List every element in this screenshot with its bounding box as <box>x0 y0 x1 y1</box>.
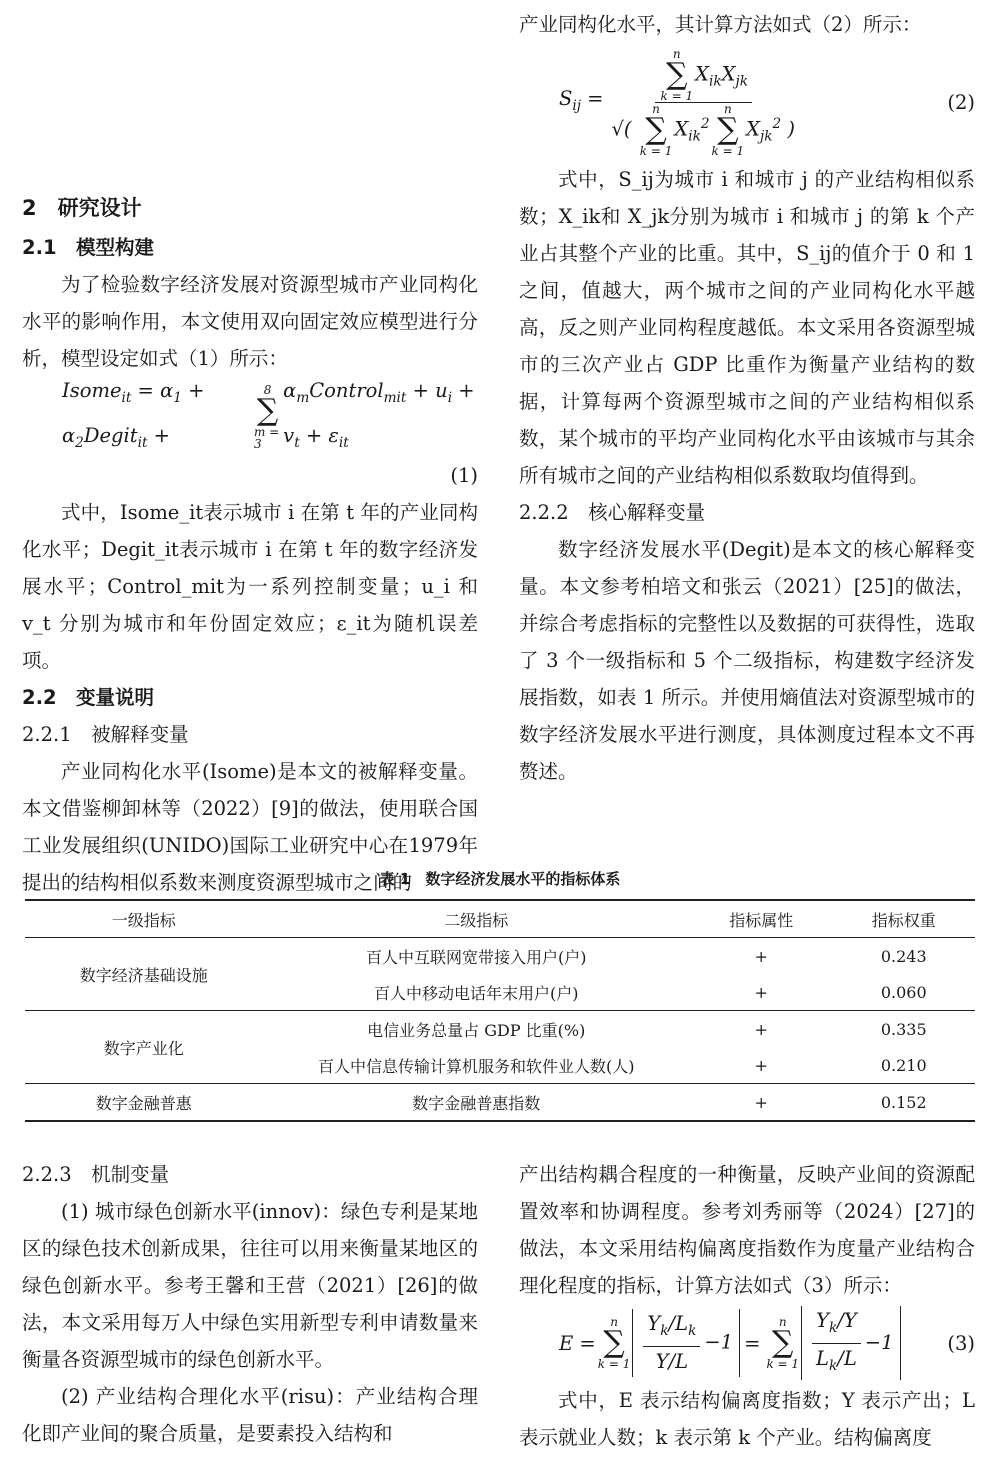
indicator-item: 百人中移动电话年末用户(户) <box>374 983 579 1003</box>
indicator-table <box>25 899 975 1122</box>
table-row <box>25 1011 975 1048</box>
section-heading: 2 研究设计 <box>22 196 142 220</box>
indicator-item: 数字金融普惠指数 <box>412 1093 541 1113</box>
indicator-attr: + <box>754 1019 768 1039</box>
group-name: 数字经济基础设施 <box>79 965 208 985</box>
indicator-weight: 0.060 <box>880 982 927 1002</box>
equation-1: Isome$_{it}$ = $\alpha_1$ + $\alpha_2Degit_{it}$ + 8 ∑ m = 3 $\alpha_mControl_{mit} + u_i + v_t + \varepsilon_{it}$ <box>62 379 475 451</box>
header-attribute: 指标属性 <box>729 910 794 930</box>
table-title: 表 1 数字经济发展水平的指标体系 <box>379 870 621 888</box>
indicator-weight: 0.152 <box>880 1092 927 1112</box>
equation-3-number: (3) <box>947 1331 975 1355</box>
right-column-top <box>519 6 975 790</box>
paragraph-risu: (2) 产业结构合理化水平(risu)：产业结构合理化即产业间的聚合质量，是要素投入结构和 <box>22 1385 478 1445</box>
table-1 <box>25 868 975 1122</box>
paragraph-2-1-explain: 式中，Isome_it表示城市 i 在第 t 年的产业同构化水平；Degit_it表示城市 i 在第 t 年的数字经济发展水平；Control_mit为一系列控制变量；u_i 和 v_t 分别为城市和年份固定效应；ε_it为随机误差项。 <box>22 501 478 672</box>
paragraph-2-2-1: 产业同构化水平(Isome)是本文的被解释变量。本文借鉴柳卸林等（2022）[9]的做法，使用联合国工业发展组织(UNIDO)国际工业研究中心在1979年提出的结构相似系数来测度资源型城市之间的 <box>22 760 478 894</box>
subsection-heading-2-2-1: 2.2.1 被解释变量 <box>22 723 189 746</box>
subsection-heading-2-1: 2.1 模型构建 <box>22 236 155 259</box>
indicator-item: 百人中信息传输计算机服务和软件业人数(人) <box>318 1056 635 1076</box>
paragraph-right-continuation: 产业同构化水平，其计算方法如式（2）所示： <box>519 13 922 36</box>
paragraph-2-2-2: 数字经济发展水平(Degit)是本文的核心解释变量。本文参考柏培文和张云（2021）[25]的做法，并综合考虑指标的完整性以及数据的可获得性，选取了 3 个一级指标和 5 个二级指标，构建数字经济发展指数，如表 1 所示。并使用熵值法对资源型城市的数字经济发展水平进行测度，具体测度过程本文不再赘述。 <box>519 538 975 783</box>
indicator-item: 百人中互联网宽带接入用户(户) <box>366 947 587 967</box>
header-level1: 一级指标 <box>111 910 176 930</box>
paragraph-innov: (1) 城市绿色创新水平(innov)：绿色专利是某地区的绿色技术创新成果，往往可以用来衡量某地区的绿色创新水平。参考王馨和王营（2021）[26]的做法，本文采用每万人中绿色实用新型专利申请数量来衡量各资源型城市的绿色创新水平。 <box>22 1200 478 1371</box>
paragraph-2-1-intro: 为了检验数字经济发展对资源型城市产业同构化水平的影响作用，本文使用双向固定效应模型进行分析，模型设定如式（1）所示： <box>22 273 478 370</box>
paragraph-3-explain: 式中，E 表示结构偏离度指数；Y 表示产出；L 表示就业人数；k 表示第 k 个产业。结构偏离度 <box>519 1389 975 1449</box>
equation-3: E = n ∑ k = 1 $\frac{Y_k/L_k}{Y/L}$ −1 = n ∑ k = 1 $\frac{Y_k/Y}{L_k/L}$ −1 (3) <box>519 1304 975 1382</box>
subsection-heading-2-2: 2.2 变量说明 <box>22 686 155 709</box>
header-weight: 指标权重 <box>871 910 936 930</box>
indicator-attr: + <box>754 982 768 1002</box>
equation-2-number: (2) <box>947 90 975 114</box>
header-level2: 二级指标 <box>444 910 509 930</box>
indicator-weight: 0.210 <box>880 1055 927 1075</box>
left-column-bottom <box>22 1156 478 1452</box>
indicator-weight: 0.243 <box>880 946 927 966</box>
indicator-item: 电信业务总量占 GDP 比重(%) <box>367 1020 586 1040</box>
subsection-heading-2-2-2: 2.2.2 核心解释变量 <box>519 501 706 524</box>
paragraph-2-explain: 式中，S_ij为城市 i 和城市 j 的产业结构相似系数；X_ik和 X_jk分别为城市 i 和城市 j 的第 k 个产业占其整个产业的比重。其中，S_ij的值介于 0 和 1 之间，值越大，两个城市之间的产业同构化水平越高，反之则产业同构程度越低。本文采用各资源型城市的三次产业占 GDP 比重作为衡量产业结构的数据，计算每两个资源型城市之间的产业结构相似系数，某个城市的平均产业同构化水平由该城市与其余所有城市之间的产业结构相似系数取均值得到。 <box>519 168 975 487</box>
right-column-bottom <box>519 1156 975 1456</box>
indicator-attr: + <box>754 1055 768 1075</box>
paragraph-risu-continuation: 产出结构耦合程度的一种衡量，反映产业间的资源配置效率和协调程度。参考刘秀丽等（2024）[27]的做法，本文采用结构偏离度指数作为度量产业结构合理化程度的指标，计算方法如式（3）所示： <box>519 1163 975 1297</box>
indicator-attr: + <box>754 946 768 966</box>
indicator-attr: + <box>754 1092 768 1112</box>
equation-1-number: (1) <box>450 464 478 487</box>
group-name: 数字金融普惠 <box>95 1093 192 1113</box>
subsection-heading-2-2-3: 2.2.3 机制变量 <box>22 1163 170 1186</box>
table-row <box>25 1084 975 1122</box>
table-header-row <box>25 900 975 938</box>
indicator-weight: 0.335 <box>880 1019 927 1039</box>
equation-2: $S_{ij}$ = n ∑ k = 1 $X_{ik}X_{jk}$ √( n ∑ k = 1 $X_{ik}^2$ n ∑ k = 1 $X_{jk}^2$ ) (2) <box>559 46 975 158</box>
left-column-top <box>22 190 478 901</box>
group-name: 数字产业化 <box>103 1038 184 1058</box>
table-row <box>25 938 975 975</box>
